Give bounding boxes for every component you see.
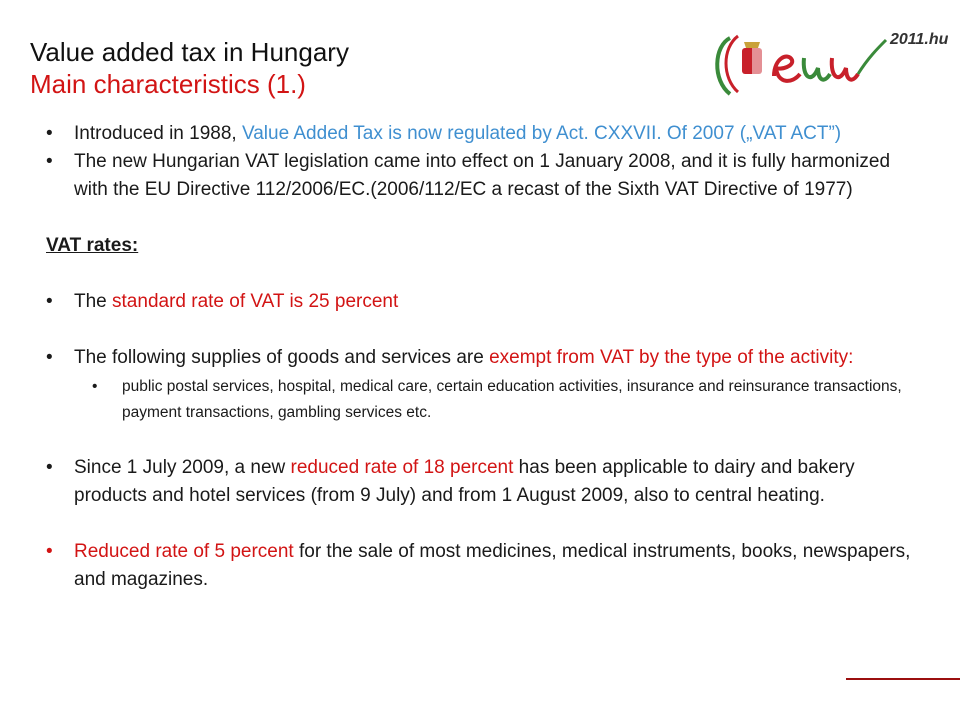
slide-title-block <box>30 36 349 100</box>
bullet-exempt <box>46 344 912 372</box>
bullet-dot: • <box>92 378 98 395</box>
bullet-dot: • <box>46 291 53 312</box>
bullet-text-highlight: reduced rate of 18 percent <box>290 457 514 478</box>
bullet-text: The <box>74 291 113 312</box>
bullet-text: Since 1 July 2009, a new <box>74 457 291 478</box>
bullet-text: for the sale of most medicines, medical instruments, books, newspapers, and magazines. <box>74 541 911 590</box>
bullet-text-highlight: Reduced rate of 5 percent <box>74 541 294 562</box>
bullet-dot: • <box>46 123 53 144</box>
bullet-text-highlight: exempt from VAT by the type of the activity: <box>489 347 854 368</box>
bullet-dot: • <box>46 347 53 368</box>
bullet-text: has been applicable to dairy and bakery products and hotel services (from 9 July) and from 1 August 2009, also to central heating. <box>74 457 855 506</box>
bullet-legislation <box>46 148 912 204</box>
logo-text: 2011.hu <box>890 31 948 48</box>
slide-subtitle: Main characteristics (1.) <box>30 69 306 99</box>
slide-title: Value added tax in Hungary <box>30 37 349 67</box>
bullet-introduced <box>46 120 912 148</box>
bullet-standard-rate <box>46 288 912 316</box>
bullet-reduced-5 <box>46 538 912 594</box>
bullet-text-highlight: standard rate of VAT is 25 percent <box>112 291 399 312</box>
decorative-rule <box>846 678 960 680</box>
bullet-text: Introduced in 1988, <box>74 123 242 144</box>
eu-presidency-logo-graphic <box>708 18 948 106</box>
bullet-dot: • <box>46 457 53 478</box>
bullet-text: The new Hungarian VAT legislation came into effect on 1 January 2008, and it is fully harmonized with the EU Directive 112/2006/EC.(2006/112/EC a recast of the Sixth VAT Directive of 1977) <box>74 151 891 200</box>
sub-bullet-text: public postal services, hospital, medical care, certain education activities, insurance and reinsurance transactions, payment transactions, gambling services etc. <box>122 378 902 421</box>
bullet-reduced-18 <box>46 454 912 510</box>
eu-presidency-logo <box>708 18 948 106</box>
bullet-text-highlight: Value Added Tax is now regulated by Act. CXXVII. Of 2007 („VAT ACT”) <box>241 123 842 144</box>
bullet-text: The following supplies of goods and services are <box>74 347 490 368</box>
bullet-dot: • <box>46 151 53 172</box>
sub-bullet-exempt-list <box>46 374 912 426</box>
vat-rates-heading: VAT rates: <box>46 235 139 256</box>
bullet-dot: • <box>46 541 53 562</box>
slide-body <box>46 120 912 594</box>
